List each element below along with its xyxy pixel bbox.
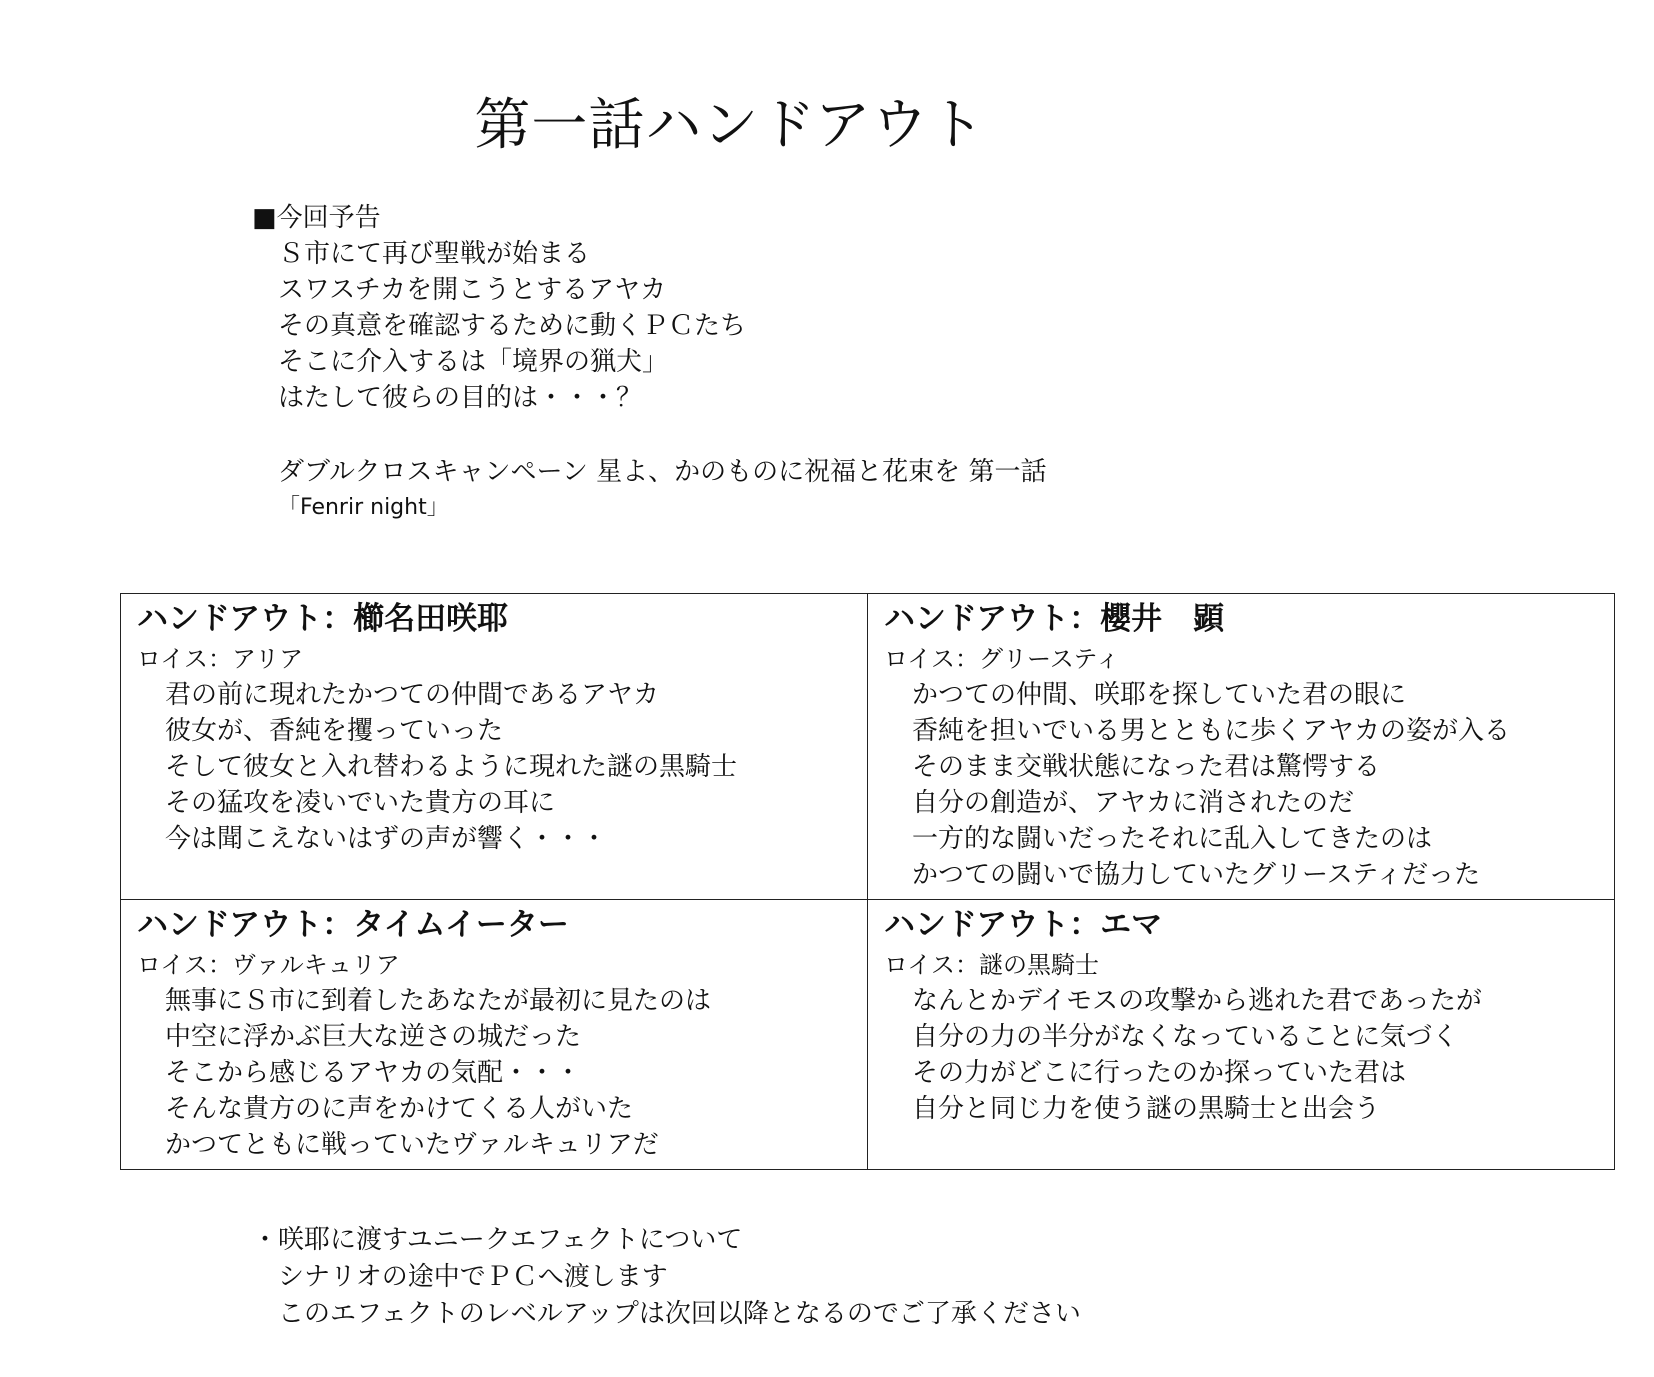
handout-title: ハンドアウト：櫻井 顕: [884, 601, 1225, 637]
handout-line: 自分の力の半分がなくなっていることに気づく: [912, 1022, 1459, 1052]
handout-title: ハンドアウト：タイムイーター: [137, 907, 569, 943]
campaign-line: ダブルクロスキャンペーン 星よ、かのものに祝福と花束を 第一話: [278, 457, 1047, 487]
page-title: 第一話ハンドアウト: [474, 93, 986, 158]
handout-line: その猛攻を凌いでいた貴方の耳に: [165, 788, 556, 818]
handout-line: 一方的な闘いだったそれに乱入してきたのは: [912, 824, 1433, 854]
preview-line: そこに介入するは「境界の猟犬」: [278, 347, 669, 377]
notes-line: このエフェクトのレベルアップは次回以降となるのでご了承ください: [278, 1299, 1081, 1329]
preview-line: Ｓ市にて再び聖戦が始まる: [278, 239, 591, 269]
notes-heading: ・咲耶に渡すユニークエフェクトについて: [252, 1225, 743, 1255]
handout-line: 無事にＳ市に到着したあなたが最初に見たのは: [165, 986, 712, 1016]
spacer: [252, 416, 1046, 454]
handout-cell-sakuya: [121, 594, 868, 900]
preview-line: その真意を確認するために動くＰＣたち: [278, 311, 747, 341]
handout-line: 自分と同じ力を使う謎の黒騎士と出会う: [912, 1094, 1381, 1124]
handout-lois: ロイス：グリースティ: [884, 645, 1120, 673]
handout-line: 香純を担いでいる男とともに歩くアヤカの姿が入る: [912, 716, 1511, 746]
handout-line: 今は聞こえないはずの声が響く・・・: [165, 824, 608, 854]
handout-line: かつての闘いで協力していたグリースティだった: [912, 860, 1481, 890]
handout-title: ハンドアウト：エマ: [884, 907, 1163, 943]
notes-line: シナリオの途中でＰＣへ渡します: [278, 1262, 668, 1292]
handout-line: 君の前に現れたかつての仲間であるアヤカ: [165, 680, 660, 710]
preview-heading: ■今回予告: [252, 203, 381, 233]
handout-line: 中空に浮かぶ巨大な逆さの城だった: [165, 1022, 582, 1052]
handout-line: かつての仲間、咲耶を探していた君の眼に: [912, 680, 1407, 710]
handout-line: そして彼女と入れ替わるように現れた謎の黒騎士: [165, 752, 738, 782]
handout-title: ハンドアウト：櫛名田咲耶: [137, 601, 509, 637]
handout-line: そのまま交戦状態になった君は驚愕する: [912, 752, 1381, 782]
handout-line: 自分の創造が、アヤカに消されたのだ: [912, 788, 1355, 818]
handout-line: 彼女が、香純を攫っていった: [165, 716, 504, 746]
handout-cell-ema: [868, 900, 1615, 1170]
handout-table: [120, 593, 1615, 1170]
handout-line: そんな貴方のに声をかけてくる人がいた: [165, 1094, 634, 1124]
notes-section: [252, 1222, 1081, 1333]
handout-cell-akira: [868, 594, 1615, 900]
handout-lois: ロイス：ヴァルキュリア: [137, 951, 400, 979]
episode-title: 「Fenrir night」: [278, 495, 449, 520]
preview-line: はたして彼らの目的は・・・？: [278, 383, 643, 413]
handout-line: そこから感じるアヤカの気配・・・: [165, 1058, 582, 1088]
handout-lois: ロイス：謎の黒騎士: [884, 951, 1100, 979]
handout-cell-timeeater: [121, 900, 868, 1170]
handout-lois: ロイス：アリア: [137, 645, 304, 673]
preview-section: [252, 200, 1046, 526]
handout-line: かつてともに戦っていたヴァルキュリアだ: [165, 1130, 659, 1160]
handout-line: なんとかデイモスの攻撃から逃れた君であったが: [912, 986, 1482, 1016]
preview-line: スワスチカを開こうとするアヤカ: [278, 275, 667, 305]
handout-line: その力がどこに行ったのか探っていた君は: [912, 1058, 1407, 1088]
